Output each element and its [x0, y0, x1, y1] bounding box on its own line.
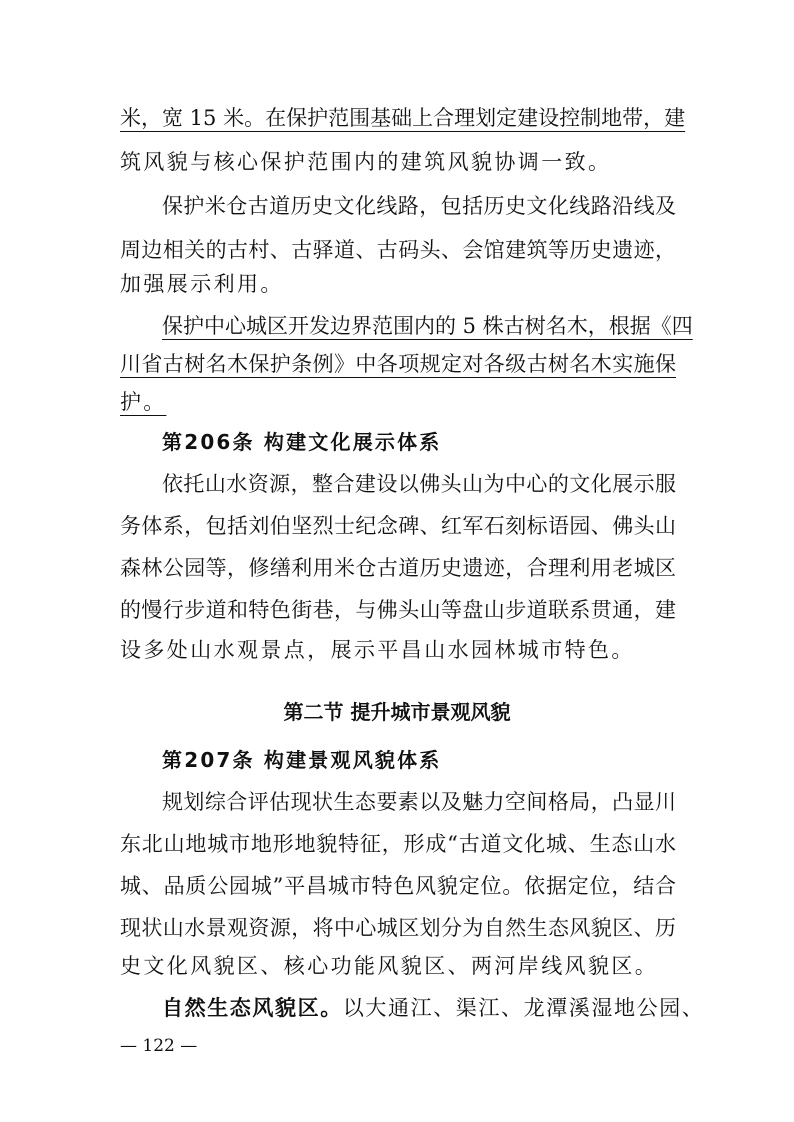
- para-micang-line-2: 周边相关的古村、古驿道、古码头、会馆建筑等历史遗迹，: [120, 238, 676, 262]
- last-paragraph-text: 以大通江、渠江、龙潭溪湿地公园、: [342, 996, 705, 1020]
- para-micang-line-1: 保护米仓古道历史文化线路，包括历史文化线路沿线及: [162, 194, 676, 218]
- article-207-heading: 第207条 构建景观风貌体系: [162, 748, 442, 772]
- para-trees-line-1: 保护中心城区开发边界范围内的 5 株古树名木，根据《四: [162, 314, 693, 338]
- underlined-text: 米，宽 15 米。在保护范围基础上合理划定建设控制地带，建: [120, 106, 686, 130]
- page-number: — 122 —: [120, 1036, 198, 1056]
- article-207-line-5: 史文化风貌区、核心功能风貌区、两河岸线风貌区。: [120, 954, 659, 978]
- section-title: 第二节 提升城市景观风貌: [283, 700, 511, 724]
- article-206-line-5: 设多处山水观景点，展示平昌山水园林城市特色。: [120, 638, 635, 662]
- article-206-heading: 第206条 构建文化展示体系: [162, 430, 442, 454]
- last-paragraph-line-1: [162, 990, 705, 1026]
- bold-lead-term: 自然生态风貌区。: [162, 996, 343, 1020]
- para-micang-line-3: 加强展示利用。: [120, 272, 284, 296]
- para-trees-line-2: 川省古树名木保护条例》中各项规定对各级古树名木实施保: [120, 352, 676, 376]
- article-207-line-2: 东北山地城市地形地貌特征，形成“古道文化城、生态山水: [120, 832, 676, 856]
- article-206-line-3: 森林公园等，修缮利用米仓古道历史遗迹，合理利用老城区: [120, 556, 676, 580]
- para-trees-line-3: 护。: [120, 390, 167, 414]
- article-206-line-1: 依托山水资源，整合建设以佛头山为中心的文化展示服: [162, 472, 676, 496]
- article-207-line-1: 规划综合评估现状生态要素以及魅力空间格局，凸显川: [162, 790, 676, 814]
- para-continued-line-2: 筑风貌与核心保护范围内的建筑风貌协调一致。: [120, 150, 612, 174]
- para-continued-line-1: [120, 100, 686, 136]
- article-206-line-4: 的慢行步道和特色街巷，与佛头山等盘山步道联系贯通，建: [120, 598, 676, 622]
- article-207-line-3: 城、品质公园城”平昌城市特色风貌定位。依据定位，结合: [120, 874, 676, 898]
- article-206-line-2: 务体系，包括刘伯坚烈士纪念碑、红军石刻标语园、佛头山: [120, 514, 676, 538]
- article-207-line-4: 现状山水景观资源，将中心城区划分为自然生态风貌区、历: [120, 916, 676, 940]
